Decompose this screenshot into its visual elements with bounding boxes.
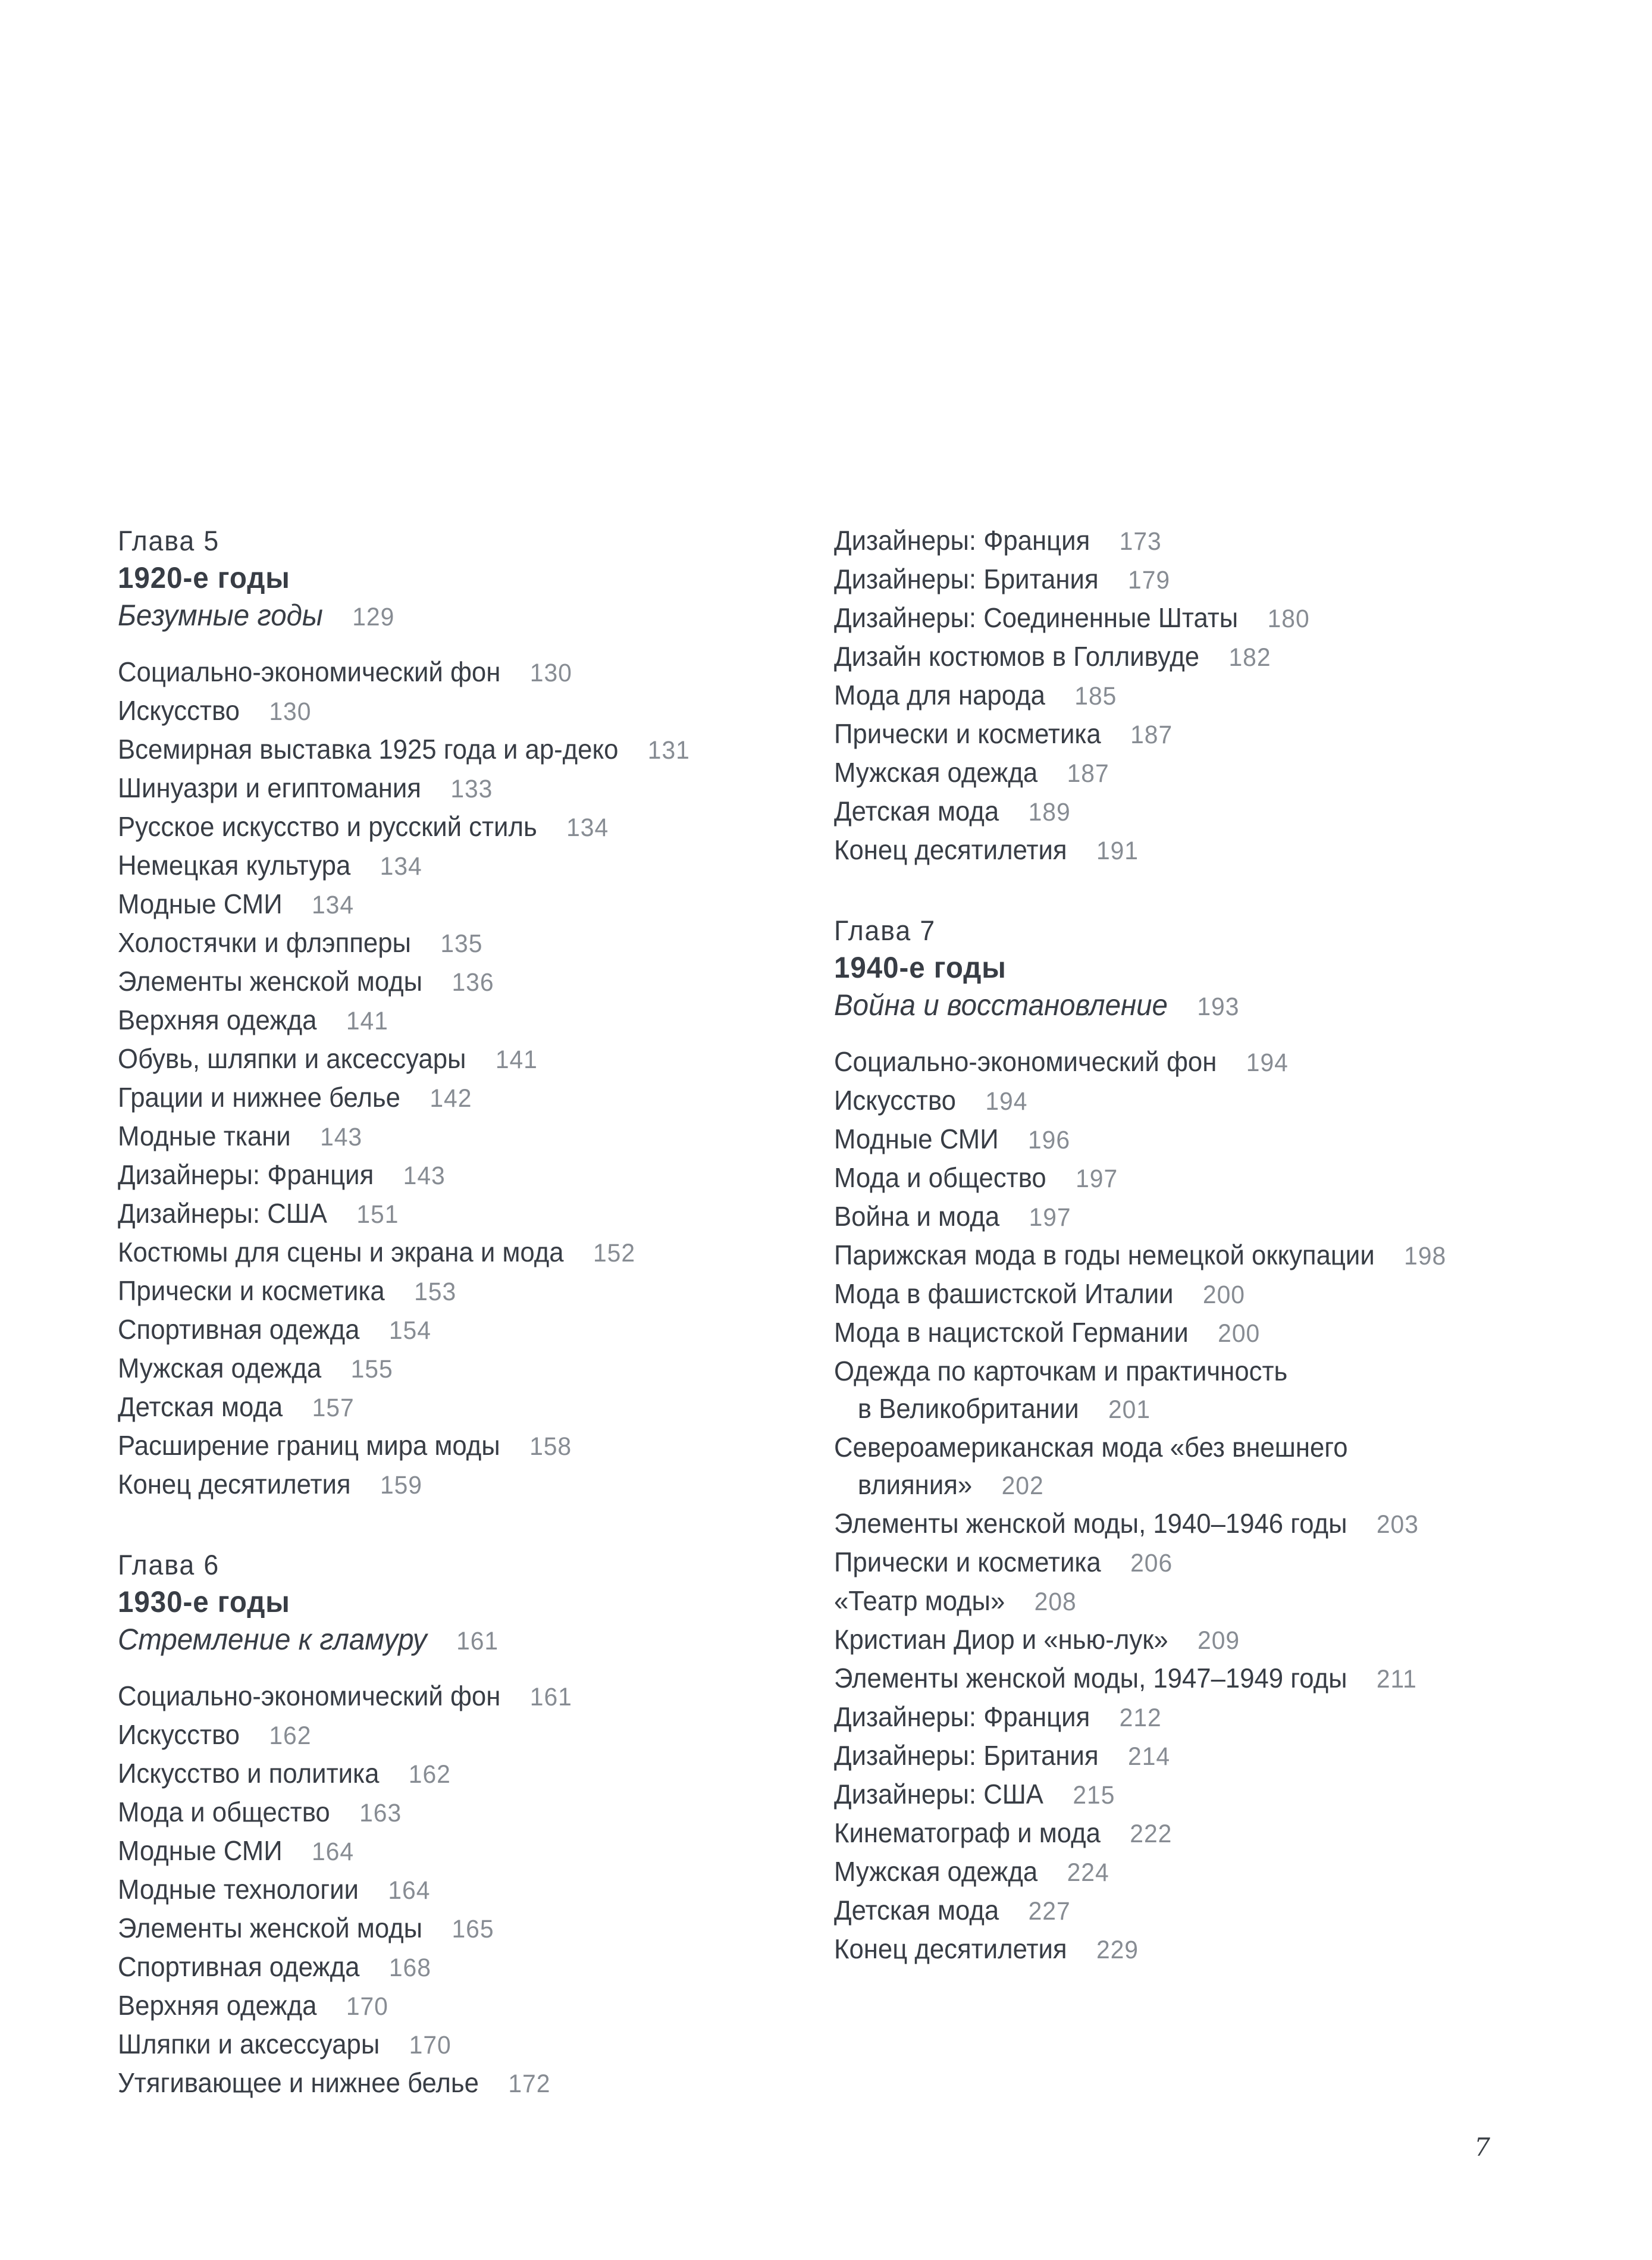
entry-label: Верхняя одежда (118, 1990, 317, 2021)
entry-page-ref: 179 (1128, 566, 1171, 594)
entry-label: Детская мода (834, 1895, 999, 1926)
entry-page-ref: 142 (430, 1084, 472, 1113)
toc-entry (118, 808, 690, 847)
entry-label: Прически и косметика (118, 1275, 385, 1306)
entry-page-ref: 164 (388, 1876, 431, 1905)
entry-label: Русское искусство и русский стиль (118, 811, 537, 842)
entry-page-ref: 162 (269, 1721, 312, 1750)
entry-page-ref: 212 (1119, 1704, 1162, 1732)
entry-label: Дизайнеры: Соединенные Штаты (834, 602, 1239, 633)
entry-label: Парижская мода в годы немецкой оккупации (834, 1239, 1375, 1270)
entry-label: Конец десятилетия (834, 834, 1067, 865)
toc-entry (834, 1082, 1446, 1120)
toc-entry (834, 522, 1446, 561)
toc-entry (834, 1466, 1446, 1505)
entry-page-ref: 224 (1067, 1858, 1109, 1887)
entry-label: Кристиан Диор и «нью-лук» (834, 1624, 1168, 1655)
entry-label: Прически и косметика (834, 718, 1101, 749)
toc-entry (834, 1198, 1446, 1237)
chapter-subtitle (834, 987, 1446, 1026)
entry-label: Дизайнеры: США (834, 1779, 1043, 1810)
entry-label: Элементы женской моды (118, 1912, 423, 1943)
entry-page-ref: 189 (1028, 798, 1071, 827)
entry-page-ref: 198 (1404, 1242, 1447, 1270)
chapter-page-ref: 129 (352, 603, 395, 631)
entry-label: Детская мода (834, 796, 999, 827)
toc-entry (834, 1353, 1446, 1390)
entry-page-ref: 136 (452, 968, 494, 997)
entry-label: Мода и общество (834, 1162, 1046, 1193)
entry-page-ref: 133 (450, 775, 493, 803)
toc-entry (118, 1677, 690, 1716)
entry-label: Модные ткани (118, 1120, 291, 1151)
entry-label: Верхняя одежда (118, 1004, 317, 1035)
entry-label: Дизайнеры: Франция (834, 525, 1090, 556)
entry-label: Конец десятилетия (834, 1933, 1067, 1964)
entry-page-ref: 164 (312, 1838, 355, 1866)
entry-label: Элементы женской моды (118, 966, 423, 997)
toc-entry (118, 1079, 690, 1118)
entry-label: Модные СМИ (118, 888, 283, 919)
toc-entry (118, 1234, 690, 1272)
entry-page-ref: 227 (1028, 1897, 1071, 1926)
toc-entry (118, 1156, 690, 1195)
chapter-subtitle-text: Безумные годы (118, 599, 323, 632)
toc-entry (834, 561, 1446, 599)
entry-label: Всемирная выставка 1925 года и ар-деко (118, 734, 619, 765)
entry-label: Социально-экономический фон (118, 656, 501, 687)
entry-label: Конец десятилетия (118, 1469, 351, 1500)
toc-entry (834, 1582, 1446, 1621)
entry-label: Грации и нижнее белье (118, 1082, 400, 1113)
toc-entry (118, 1388, 690, 1427)
entry-page-ref: 209 (1198, 1626, 1240, 1655)
entry-label: Модные СМИ (834, 1123, 999, 1154)
entry-label: Обувь, шляпки и аксессуары (118, 1043, 466, 1074)
entry-page-ref: 159 (380, 1471, 422, 1500)
entry-label: Спортивная одежда (118, 1314, 360, 1345)
entry-label: Детская мода (118, 1391, 283, 1422)
entry-label: Кинематограф и мода (834, 1817, 1101, 1848)
toc-entry (118, 1272, 690, 1311)
entry-page-ref: 229 (1096, 1936, 1139, 1964)
entry-page-ref: 191 (1096, 837, 1139, 865)
chapter-subtitle-text: Стремление к гламуру (118, 1623, 427, 1656)
toc-entry (118, 847, 690, 885)
entry-page-ref: 185 (1074, 682, 1117, 710)
toc-entry (118, 1350, 690, 1388)
chapter-title: 1930-е годы (118, 1585, 290, 1619)
entry-page-ref: 172 (508, 2070, 551, 2098)
entry-page-ref: 162 (408, 1760, 451, 1789)
entry-page-ref: 194 (1246, 1048, 1289, 1077)
entry-label: Элементы женской моды, 1947–1949 годы (834, 1663, 1347, 1694)
entry-label: Дизайн костюмов в Голливуде (834, 641, 1200, 672)
entry-label: Мода для народа (834, 680, 1045, 710)
entry-label: Немецкая культура (118, 850, 351, 881)
chapter-subtitle (118, 1621, 690, 1660)
entry-label: Элементы женской моды, 1940–1946 годы (834, 1508, 1347, 1539)
entry-page-ref: 194 (985, 1087, 1028, 1116)
entry-label: Дизайнеры: США (118, 1198, 327, 1229)
toc-entry (118, 731, 690, 769)
entry-label: Мода в нацистской Германии (834, 1317, 1189, 1348)
toc-entry (834, 1892, 1446, 1930)
entry-page-ref: 202 (1001, 1472, 1044, 1500)
toc-entry (118, 1793, 690, 1832)
toc-entry (834, 1814, 1446, 1853)
entry-page-ref: 222 (1130, 1820, 1173, 1848)
entry-label: Дизайнеры: Британия (834, 1740, 1099, 1771)
toc-entry (834, 1314, 1446, 1353)
toc-entry (834, 1043, 1446, 1082)
entry-page-ref: 152 (593, 1239, 635, 1267)
toc-entry (834, 1120, 1446, 1159)
chapter-label: Глава 6 (118, 1549, 220, 1580)
entry-label: Дизайнеры: Британия (834, 564, 1099, 594)
chapter-heading (834, 912, 1446, 1026)
entry-page-ref: 170 (346, 1992, 388, 2021)
toc-entry (118, 692, 690, 731)
entry-page-ref: 153 (414, 1278, 457, 1306)
entry-label: Утягивающее и нижнее белье (118, 2067, 479, 2098)
entry-page-ref: 151 (356, 1200, 399, 1229)
page-number: 7 (1474, 2133, 1490, 2162)
toc-entry (118, 1987, 690, 2026)
entry-page-ref: 143 (320, 1123, 363, 1151)
entry-page-ref: 182 (1228, 643, 1271, 672)
chapter-label: Глава 7 (834, 915, 936, 946)
toc-entry (118, 1948, 690, 1987)
toc-entry (834, 1776, 1446, 1814)
toc-entry (834, 831, 1446, 870)
toc-entry (834, 715, 1446, 754)
entry-page-ref: 208 (1034, 1588, 1077, 1616)
entry-page-ref: 135 (440, 929, 483, 958)
toc-entry (118, 1466, 690, 1504)
toc-entry (118, 653, 690, 692)
entry-page-ref: 161 (529, 1683, 572, 1711)
entry-page-ref: 134 (312, 891, 355, 919)
toc-entry (834, 1544, 1446, 1582)
entry-page-ref: 214 (1128, 1742, 1171, 1771)
toc-column-left (118, 522, 690, 2103)
toc-entry (834, 1159, 1446, 1198)
entry-label: Модные СМИ (118, 1835, 283, 1866)
toc-entry (834, 1853, 1446, 1892)
entry-page-ref: 141 (495, 1046, 538, 1074)
entry-page-ref: 180 (1267, 605, 1310, 633)
toc-entry (834, 1429, 1446, 1466)
entry-label: Прически и косметика (834, 1547, 1101, 1577)
toc-entry (118, 924, 690, 963)
toc-entry (118, 963, 690, 1001)
toc-entry (834, 1505, 1446, 1544)
entry-label: в Великобритании (857, 1393, 1079, 1424)
entry-page-ref: 200 (1218, 1319, 1261, 1348)
chapter-subtitle (118, 597, 690, 636)
entry-page-ref: 157 (312, 1394, 355, 1422)
toc-entry (118, 2064, 690, 2103)
entry-label: Одежда по карточкам и практичность (834, 1356, 1288, 1386)
chapter-label: Глава 5 (118, 525, 220, 556)
entry-page-ref: 197 (1076, 1165, 1118, 1193)
entry-page-ref: 201 (1108, 1395, 1151, 1424)
toc-entry (118, 1118, 690, 1156)
toc-entry (834, 638, 1446, 677)
toc-entry (118, 2026, 690, 2064)
toc-entry (118, 885, 690, 924)
entry-page-ref: 130 (529, 659, 572, 687)
entry-page-ref: 155 (350, 1355, 393, 1383)
entry-page-ref: 170 (409, 2031, 452, 2059)
toc-entry (834, 1621, 1446, 1660)
entry-label: Мода и общество (118, 1796, 330, 1827)
entry-label: Североамериканская мода «без внешнего (834, 1432, 1348, 1463)
entry-label: Война и мода (834, 1201, 1000, 1232)
entry-page-ref: 215 (1073, 1781, 1115, 1810)
entry-label: Мода в фашистской Италии (834, 1278, 1174, 1309)
entry-page-ref: 196 (1028, 1126, 1071, 1154)
entry-page-ref: 211 (1376, 1665, 1417, 1694)
entry-page-ref: 163 (359, 1799, 402, 1827)
entry-label: Модные технологии (118, 1874, 359, 1905)
entry-label: Шляпки и аксессуары (118, 2029, 380, 2059)
entry-page-ref: 173 (1119, 527, 1162, 556)
toc-entry (834, 793, 1446, 831)
entry-page-ref: 158 (529, 1432, 572, 1461)
entry-page-ref: 141 (346, 1007, 388, 1035)
entry-label: Мужская одежда (834, 1856, 1038, 1887)
entry-page-ref: 143 (403, 1162, 446, 1190)
entry-label: Дизайнеры: Франция (118, 1159, 374, 1190)
entry-page-ref: 197 (1029, 1203, 1071, 1232)
entry-label: Социально-экономический фон (118, 1680, 501, 1711)
toc-entry (834, 599, 1446, 638)
entry-page-ref: 130 (269, 697, 312, 726)
toc-entry (834, 1390, 1446, 1429)
entry-label: Мужская одежда (834, 757, 1038, 788)
toc-entry (834, 1930, 1446, 1969)
toc-entry (834, 1237, 1446, 1275)
entry-page-ref: 187 (1130, 721, 1173, 749)
chapter-heading (118, 522, 690, 636)
toc-entry (834, 754, 1446, 793)
entry-page-ref: 203 (1376, 1510, 1419, 1539)
entry-label: Социально-экономический фон (834, 1046, 1217, 1077)
entry-page-ref: 131 (647, 736, 690, 765)
entry-label: Искусство и политика (118, 1758, 380, 1789)
entry-page-ref: 154 (388, 1316, 431, 1345)
toc-entry (118, 1716, 690, 1755)
chapter-page-ref: 161 (456, 1627, 499, 1655)
toc-entry (118, 1195, 690, 1234)
chapter-title: 1920-е годы (118, 561, 290, 594)
toc-entry (118, 1040, 690, 1079)
entry-label: «Театр моды» (834, 1585, 1005, 1616)
entry-page-ref: 187 (1067, 759, 1109, 788)
entry-label: Шинуазри и египтомания (118, 772, 421, 803)
entry-page-ref: 168 (388, 1954, 431, 1982)
toc-entry (834, 1275, 1446, 1314)
chapter-heading (118, 1546, 690, 1660)
toc-entry (118, 1871, 690, 1910)
chapter-subtitle-text: Война и восстановление (834, 988, 1168, 1022)
entry-label: Искусство (118, 1719, 240, 1750)
chapter-title: 1940-е годы (834, 951, 1007, 984)
entry-page-ref: 134 (380, 852, 422, 881)
entry-label: Искусство (834, 1085, 956, 1116)
entry-page-ref: 165 (452, 1915, 494, 1943)
toc-entry (118, 1910, 690, 1948)
toc-column-right (834, 522, 1446, 1969)
toc-entry (118, 1755, 690, 1793)
entry-label: Костюмы для сцены и экрана и мода (118, 1237, 564, 1267)
entry-label: Искусство (118, 695, 240, 726)
entry-page-ref: 134 (566, 813, 609, 842)
toc-entry (118, 1001, 690, 1040)
entry-label: Дизайнеры: Франция (834, 1701, 1090, 1732)
toc-entry (834, 1737, 1446, 1776)
entry-label: Холостячки и флэпперы (118, 927, 411, 958)
toc-entry (118, 1832, 690, 1871)
entry-label: Спортивная одежда (118, 1951, 360, 1982)
toc-entry (118, 1311, 690, 1350)
entry-label: влияния» (857, 1469, 973, 1500)
toc-entry (118, 1427, 690, 1466)
chapter-page-ref: 193 (1197, 993, 1240, 1021)
entry-page-ref: 200 (1202, 1281, 1245, 1309)
toc-entry (834, 1660, 1446, 1698)
entry-label: Мужская одежда (118, 1353, 322, 1383)
entry-page-ref: 206 (1130, 1549, 1173, 1577)
entry-label: Расширение границ мира моды (118, 1430, 500, 1461)
toc-entry (118, 769, 690, 808)
toc-entry (834, 1698, 1446, 1737)
toc-entry (834, 677, 1446, 715)
